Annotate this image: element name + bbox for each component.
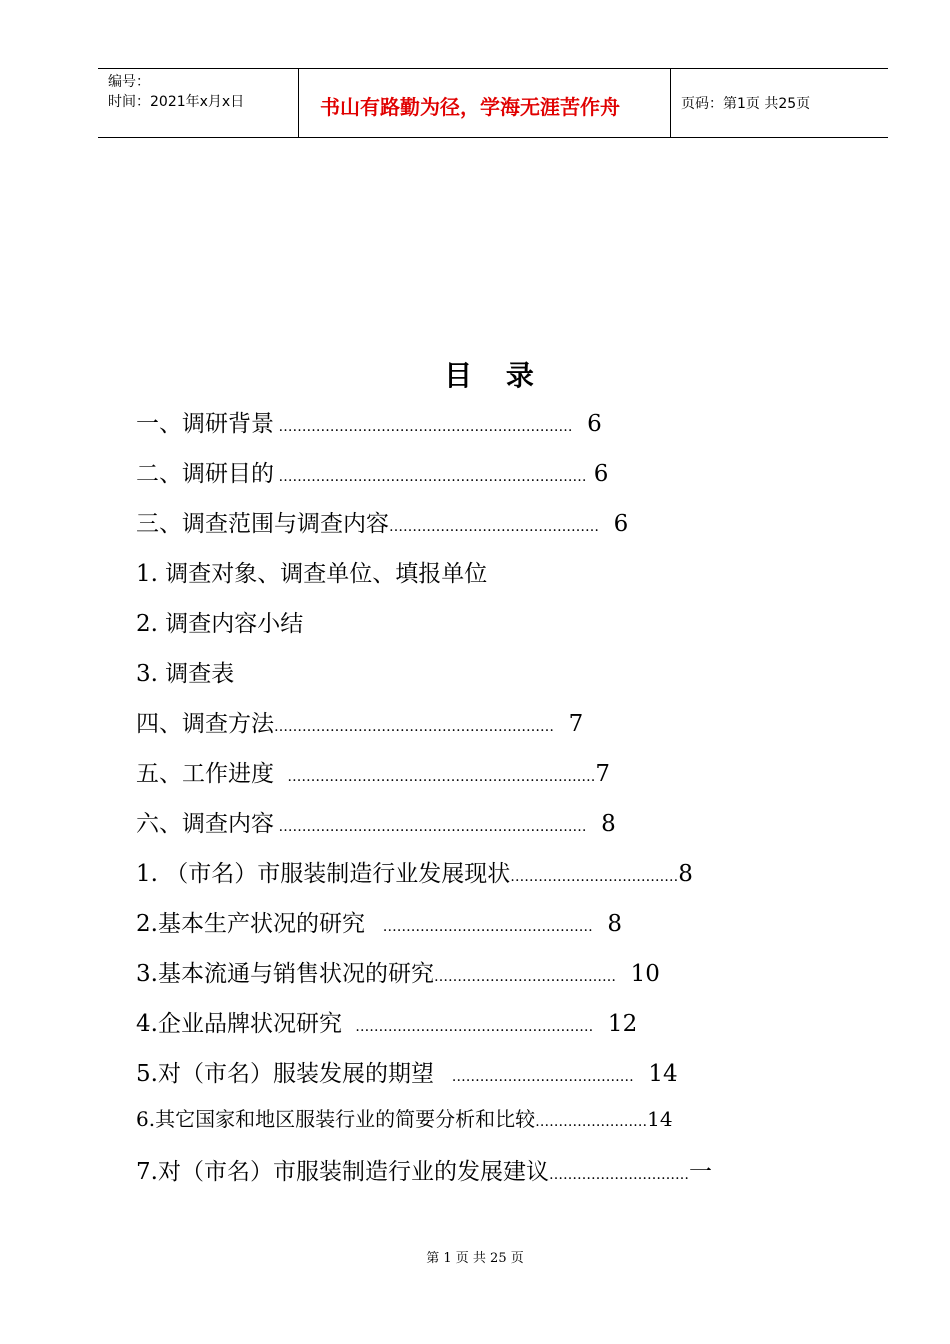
toc-entry-page: 8 [586, 811, 616, 837]
header-info-cell [98, 69, 299, 137]
toc-entry-leader: ………………………………………………………… [274, 819, 587, 835]
toc-entry-leader: …………………… [535, 1114, 648, 1130]
toc-entry-label: 6.其它国家和地区服装行业的简要分析和比较 [136, 1107, 536, 1131]
toc-entry-page: 10 [615, 961, 660, 987]
page-footer: 第 1 页 共 25 页 [426, 1251, 524, 1266]
toc-entry [136, 505, 628, 538]
toc-entry-leader: ……………………………………………………… [274, 419, 573, 435]
toc-entry [136, 855, 693, 888]
toc-entry-label: 1. 调查对象、调查单位、填报单位 [136, 561, 488, 587]
toc-entry [136, 805, 616, 838]
toc-entry-leader: …………………………………………………… [274, 719, 554, 735]
toc-entry [136, 555, 487, 588]
header-page-cell [671, 69, 888, 137]
toc-entry [136, 955, 660, 988]
toc-entry [136, 605, 303, 638]
toc-entry [136, 755, 610, 788]
toc-entry-leader: ………………………………………………………… [274, 769, 596, 785]
toc-entry-label: 5.对（市名）服装发展的期望 [136, 1061, 434, 1087]
toc-title: 目 录 [444, 359, 546, 392]
toc-entry-page: 6 [586, 461, 609, 487]
toc-entry [136, 905, 622, 938]
header-motto-cell [298, 69, 671, 137]
toc-entry-label: 2.基本生产状况的研究 [136, 911, 365, 937]
toc-entry-page: 8 [678, 861, 693, 887]
toc-entry [136, 1103, 673, 1132]
toc-entry-label: 2. 调查内容小结 [136, 611, 304, 637]
motto-text: 书山有路勤为径，学海无涯苦作舟 [320, 95, 620, 119]
toc-entry-leader: ……………………………… [510, 869, 679, 885]
toc-entry-leader: ………………………………… [433, 1069, 634, 1085]
toc-entry-page: 6 [572, 411, 602, 437]
toc-entry-page: 12 [593, 1011, 638, 1037]
toc-entry-leader: ………………………………… [433, 969, 616, 985]
toc-entry-label: 二、调研目的 [136, 461, 274, 487]
toc-entry-page: 14 [647, 1107, 673, 1131]
toc-entry [136, 1055, 678, 1088]
toc-entry-leader: ………………………… [548, 1167, 689, 1183]
toc-entry [136, 405, 602, 438]
toc-entry-label: 五、工作进度 [136, 761, 274, 787]
toc-entry-label: 四、调查方法 [136, 711, 274, 737]
toc-entry-page: 7 [595, 761, 610, 787]
toc-entry [136, 705, 583, 738]
toc-entry-label: 三、调查范围与调查内容 [136, 511, 389, 537]
toc-entry-label: 3. 调查表 [136, 661, 235, 687]
toc-entry [136, 1153, 712, 1186]
toc-entry-leader: …………………………………………… [341, 1019, 594, 1035]
toc-entry-leader: ……………………………………… [389, 519, 599, 535]
toc-entry-label: 1. （市名）市服装制造行业发展现状 [136, 861, 511, 887]
number-label: 编号： [108, 74, 150, 90]
toc-entry-label: 3.基本流通与销售状况的研究 [136, 961, 434, 987]
header-table [98, 68, 888, 138]
toc-entry-leader: ……………………………………… [364, 919, 593, 935]
toc-entry-label: 4.企业品牌状况研究 [136, 1011, 342, 1037]
toc-entry-leader: ………………………………………………………… [274, 469, 587, 485]
time-label: 时间：2021年x月x日 [108, 94, 245, 110]
toc-entry-label: 六、调查内容 [136, 811, 274, 837]
toc-entry-page: 6 [599, 511, 629, 537]
toc-entry-label: 7.对（市名）市服装制造行业的发展建议 [136, 1159, 549, 1185]
toc-entry-page: 8 [592, 911, 623, 937]
toc-entry-label: 一、调研背景 [136, 411, 274, 437]
toc-entry [136, 1005, 637, 1038]
toc-entry [136, 455, 608, 488]
toc-entry [136, 655, 234, 688]
toc-entry-page: 7 [554, 711, 584, 737]
toc-entry-page: 14 [633, 1061, 678, 1087]
page-info: 页码：第1页 共25页 [681, 96, 811, 112]
toc-entry-page: 一 [688, 1159, 712, 1185]
